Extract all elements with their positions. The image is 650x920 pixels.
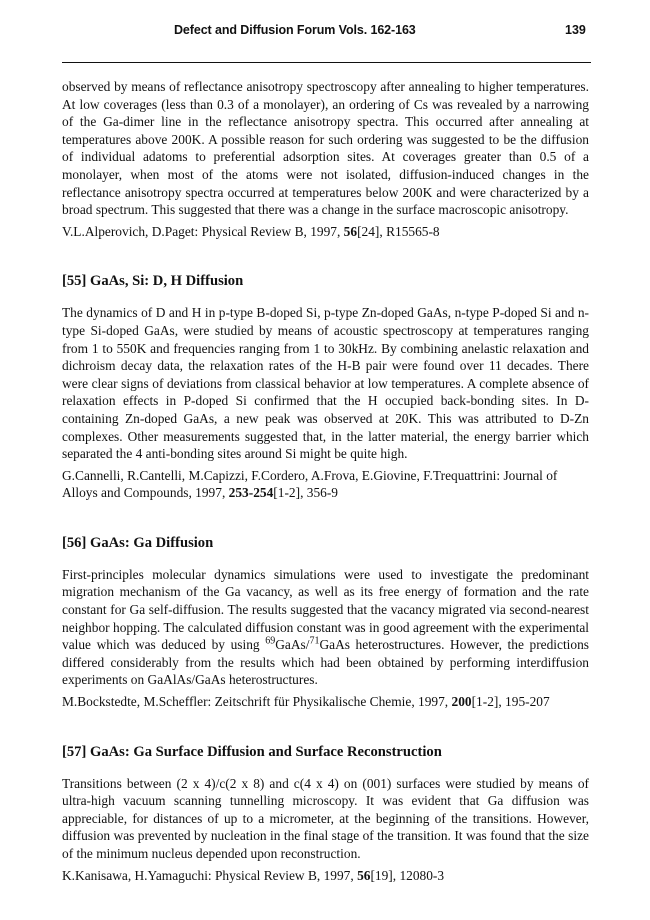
section-heading: [57] GaAs: Ga Surface Diffusion and Surface Reconstruction — [62, 743, 442, 760]
isotope-superscript: 71 — [309, 635, 320, 647]
reference-volume: 56 — [357, 867, 371, 883]
page-number: 139 — [565, 23, 586, 37]
isotope-superscript: 69 — [265, 635, 276, 647]
reference-authors: M.Bockstedte, M.Scheffler: Zeitschrift für Physikalische Chemie, 1997, — [62, 694, 452, 710]
abstract-entry-56 — [62, 534, 589, 711]
journal-title: Defect and Diffusion Forum Vols. 162-163 — [174, 23, 416, 37]
reference-volume: 200 — [451, 694, 472, 710]
reference — [62, 693, 589, 711]
reference — [62, 467, 589, 502]
section-heading: [56] GaAs: Ga Diffusion — [62, 534, 214, 551]
reference-authors: G.Cannelli, R.Cantelli, M.Capizzi, F.Cordero, A.Frova, E.Giovine, F.Trequattrini: Journal of Alloys and Compounds, 1997, — [62, 467, 558, 501]
reference — [62, 867, 589, 885]
reference-issue-pages: [1-2], 356-9 — [273, 485, 339, 501]
reference-authors: V.L.Alperovich, D.Paget: Physical Review B, 1997, — [62, 223, 344, 239]
reference-issue-pages: [1-2], 195-207 — [471, 694, 550, 710]
reference-volume: 56 — [343, 223, 358, 239]
running-header — [0, 23, 650, 41]
page-content — [62, 78, 589, 884]
continued-abstract: observed by means of reflectance anisotropy spectroscopy after annealing to higher temperatures. At low coverages (less than 0.3 of a monolayer), an ordering of Cs was revealed by a narrowing of the Ga-dimer line in the reflectance anisotropy spectra. This occurred after annealing at temperatures above 200K. A possible reason for such ordering was suggested to be the diffusion of individual adatoms to preferential adsorption sites. At coverages greater than 0.5 of a monolayer, when most of the atoms were not isolated, diffusion-induced changes in the reflectance anisotropy spectra occurred at temperatures below 200K and were characterized by a broad spectrum. This suggested that there was a change in the surface macroscopic anisotropy. — [62, 79, 589, 218]
abstract-entry-55 — [62, 272, 589, 502]
abstract-text: First-principles molecular dynamics simulations were used to investigate the predominant migration mechanism of the Ga vacancy, as well as its free energy of formation and the rate constant for Ga self-diffusion. The results suggested that the vacancy migrated via second-nearest neighbor hopping. The calculated diffusion constant was in good agreement with the experimental value which was deduced by using $^{69}$GaAs/$^{71}$GaAs heterostructures. However, the predictions differed considerably from the results which had been obtained by performing interdiffusion experiments on GaAlAs/GaAs heterostructures. — [62, 566, 589, 688]
reference-issue-pages: [19], 12080-3 — [370, 867, 445, 883]
section-heading: [55] GaAs, Si: D, H Diffusion — [62, 273, 244, 290]
abstract-text: The dynamics of D and H in p-type B-doped Si, p-type Zn-doped GaAs, n-type P-doped Si and n-type Si-doped GaAs, were studied by means of acoustic spectroscopy at temperatures ranging from 1 to 550K and frequencies ranging from 1 to 30kHz. By combining anelastic relaxation and dichroism decay data, the relaxation rates of the H-B pair were found over 11 decades. There were clear signs of deviations from classical behavior at low temperatures. A complete absence of relaxation effects in P-doped Si confirmed that the H occupied back-bonding sites. In D-containing Zn-doped GaAs, a new peak was observed at 20K. This was attributed to D-Zn complexes. Other measurements suggested that, in the latter material, the energy barrier which separated the 4 anti-bonding sites around Si might be quite high. — [62, 305, 589, 462]
abstract-entry-57 — [62, 743, 589, 885]
reference-authors: K.Kanisawa, H.Yamaguchi: Physical Review B, 1997, — [62, 867, 358, 883]
reference-issue-pages: [24], R15565-8 — [357, 223, 440, 239]
reference — [62, 223, 589, 241]
reference-volume: 253-254 — [228, 485, 274, 501]
header-rule — [62, 62, 591, 63]
abstract-text: Transitions between (2 x 4)/c(2 x 8) and c(4 x 4) on (001) surfaces were studied by means of ultra-high vacuum scanning tunnelling microscopy. It was evident that Ga diffusion was appreciable, for distances of up to a micrometer, at the beginning of the transitions. However, diffusion was prevented by nucleation in the final stage of the transition. It was found that the size of the minimum nucleus depended upon reconstruction. — [62, 775, 589, 861]
